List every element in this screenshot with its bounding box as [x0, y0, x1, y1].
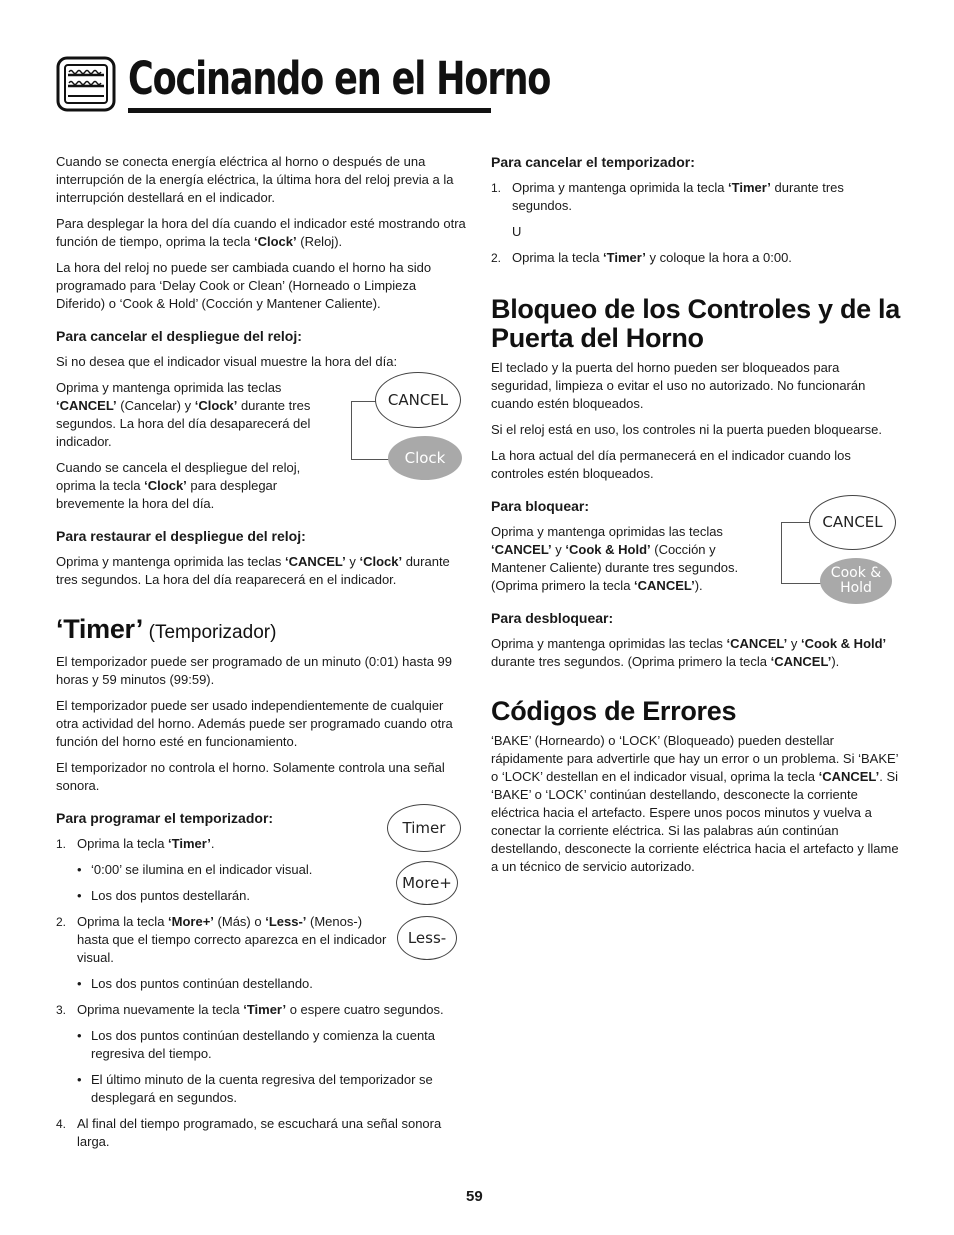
- program-timer-heading: Para programar el temporizador:: [56, 810, 274, 826]
- timer-step-2-bullet-1: • Los dos puntos continúan destellando.: [77, 976, 313, 991]
- timer-step-2: 2. Oprima la tecla ‘More+’ (Más) o ‘Less-’ (Menos-) hasta que el tiempo correcto aparezca en el indicador visual.: [56, 914, 387, 965]
- unlock-instructions: Oprima y mantenga oprimidas las teclas ‘CANCEL’ y ‘Cook & Hold’ durante tres segundos. (Oprima primero la tecla ‘CANCEL’).: [491, 636, 887, 669]
- restore-clock-paragraph: Oprima y mantenga oprimida las teclas ‘CANCEL’ y ‘Clock’ durante tres segundos. La hora del día reaparecerá en el indicador.: [56, 554, 450, 587]
- lock-paragraph-1: El teclado y la puerta del horno pueden ser bloqueados para seguridad, limpieza o evitar el uso no autorizado. No funcionarán cuando estén bloqueados.: [491, 360, 866, 411]
- timer-step-1-bullet-2: • Los dos puntos destellarán.: [77, 888, 250, 903]
- lock-heading: Para bloquear:: [491, 498, 590, 514]
- cancel-timer-or: U: [512, 224, 522, 239]
- clock-key[interactable]: Clock: [388, 436, 462, 480]
- timer-section-title: ‘Timer’ (Temporizador): [56, 614, 277, 644]
- timer-step-3: 3. Oprima nuevamente la tecla ‘Timer’ o espere cuatro segundos.: [56, 1002, 444, 1017]
- cancel-clock-intro: Si no desea que el indicador visual muestre la hora del día:: [56, 354, 398, 369]
- cancel-timer-heading: Para cancelar el temporizador:: [491, 154, 695, 170]
- timer-paragraph-2: El temporizador puede ser usado independientemente de cualquier otra actividad del horno. Además puede ser programado cuando otra función del horno esté en funcionamiento.: [56, 698, 453, 749]
- unlock-heading: Para desbloquear:: [491, 610, 614, 626]
- more-key[interactable]: More+: [396, 861, 458, 905]
- timer-paragraph-3: El temporizador no controla el horno. Solamente controla una señal sonora.: [56, 760, 445, 793]
- timer-paragraph-1: El temporizador puede ser programado de un minuto (0:01) hasta 99 horas y 59 minutos (99:59).: [56, 654, 453, 687]
- cancel-timer-step-1: 1. Oprima y mantenga oprimida la tecla ‘Timer’ durante tres segundos.: [491, 180, 844, 213]
- cancel-clock-paragraph-2: Cuando se cancela el despliegue del reloj, oprima la tecla ‘Clock’ para desplegar brevemente la hora del día.: [56, 460, 301, 511]
- title-rule: [128, 108, 491, 113]
- restore-clock-heading: Para restaurar el despliegue del reloj:: [56, 528, 306, 544]
- lock-paragraph-2: Si el reloj está en uso, los controles ni la puerta pueden bloquearse.: [491, 422, 882, 437]
- page-title: Cocinando en el Horno: [128, 52, 551, 105]
- timer-step-3-bullet-2: • El último minuto de la cuenta regresiva del temporizador se desplegará en segundos.: [77, 1072, 433, 1105]
- intro-paragraph-3: La hora del reloj no puede ser cambiada cuando el horno ha sido programado para ‘Delay Cook or Clean’ (Horneado o Limpieza Diferido) o ‘Cook & Hold’ (Cocción y Mantener Caliente).: [56, 260, 432, 311]
- errors-paragraph: ‘BAKE’ (Horneardo) o ‘LOCK’ (Bloqueado) pueden destellar rápidamente para advertirle que hay un error o un problema. Si ‘BAKE’ o ‘LOCK’ destellan en el indicador visual, oprima la tecla ‘CANCEL’. Si ‘BAKE’ o ‘LOCK’ continúan destellando, desconecte la corriente eléctrica hacia el artefacto. Espere unos pocos minutos y vuelva a conectar la corriente eléctrica. Si las palabras aún continúan destellando, desconecte la corriente eléctrica hacia el artefacto y llame a un técnico de servicio autorizado.: [491, 733, 899, 874]
- timer-key[interactable]: Timer: [387, 804, 461, 852]
- left-column: [56, 153, 466, 1159]
- cancel-timer-step-2: 2. Oprima la tecla ‘Timer’ y coloque la hora a 0:00.: [491, 250, 792, 265]
- cancel-clock-heading: Para cancelar el despliegue del reloj:: [56, 328, 302, 344]
- lock-instructions: Oprima y mantenga oprimidas las teclas ‘CANCEL’ y ‘Cook & Hold’ (Cocción y Mantener Caliente) durante tres segundos. (Oprima primero la tecla ‘CANCEL’).: [491, 524, 739, 593]
- cancel-key-lock[interactable]: CANCEL: [809, 495, 896, 550]
- timer-step-4: 4. Al final del tiempo programado, se escuchará una señal sonora larga.: [56, 1116, 442, 1149]
- less-key[interactable]: Less-: [397, 916, 457, 960]
- intro-paragraph-1: Cuando se conecta energía eléctrica al horno o después de una interrupción de la energía eléctrica, la última hora del reloj previa a la interrupción destellará en el indicador.: [56, 154, 454, 205]
- intro-paragraph-2: Para desplegar la hora del día cuando el indicador esté mostrando otra función de tiempo, oprima la tecla ‘Clock’ (Reloj).: [56, 216, 466, 249]
- timer-step-1-bullet-1: • ‘0:00’ se ilumina en el indicador visual.: [77, 862, 313, 877]
- lock-section-title: Bloqueo de los Controles y de la Puerta del Horno: [491, 294, 900, 353]
- page-number: 59: [466, 1188, 483, 1205]
- lock-paragraph-3: La hora actual del día permanecerá en el indicador cuando los controles estén bloqueados.: [491, 448, 851, 481]
- cancel-clock-paragraph-1: Oprima y mantenga oprimida las teclas ‘CANCEL’ (Cancelar) y ‘Clock’ durante tres segundos. La hora del día desaparecerá del indicador.: [56, 380, 311, 449]
- errors-section-title: Códigos de Errores: [491, 696, 737, 726]
- cancel-key[interactable]: CANCEL: [375, 372, 461, 428]
- oven-icon: [56, 56, 116, 112]
- timer-step-3-bullet-1: • Los dos puntos continúan destellando y comienza la cuenta regresiva del tiempo.: [77, 1028, 436, 1061]
- timer-step-1: 1. Oprima la tecla ‘Timer’.: [56, 836, 215, 851]
- cook-hold-key[interactable]: Cook & Hold: [820, 558, 892, 604]
